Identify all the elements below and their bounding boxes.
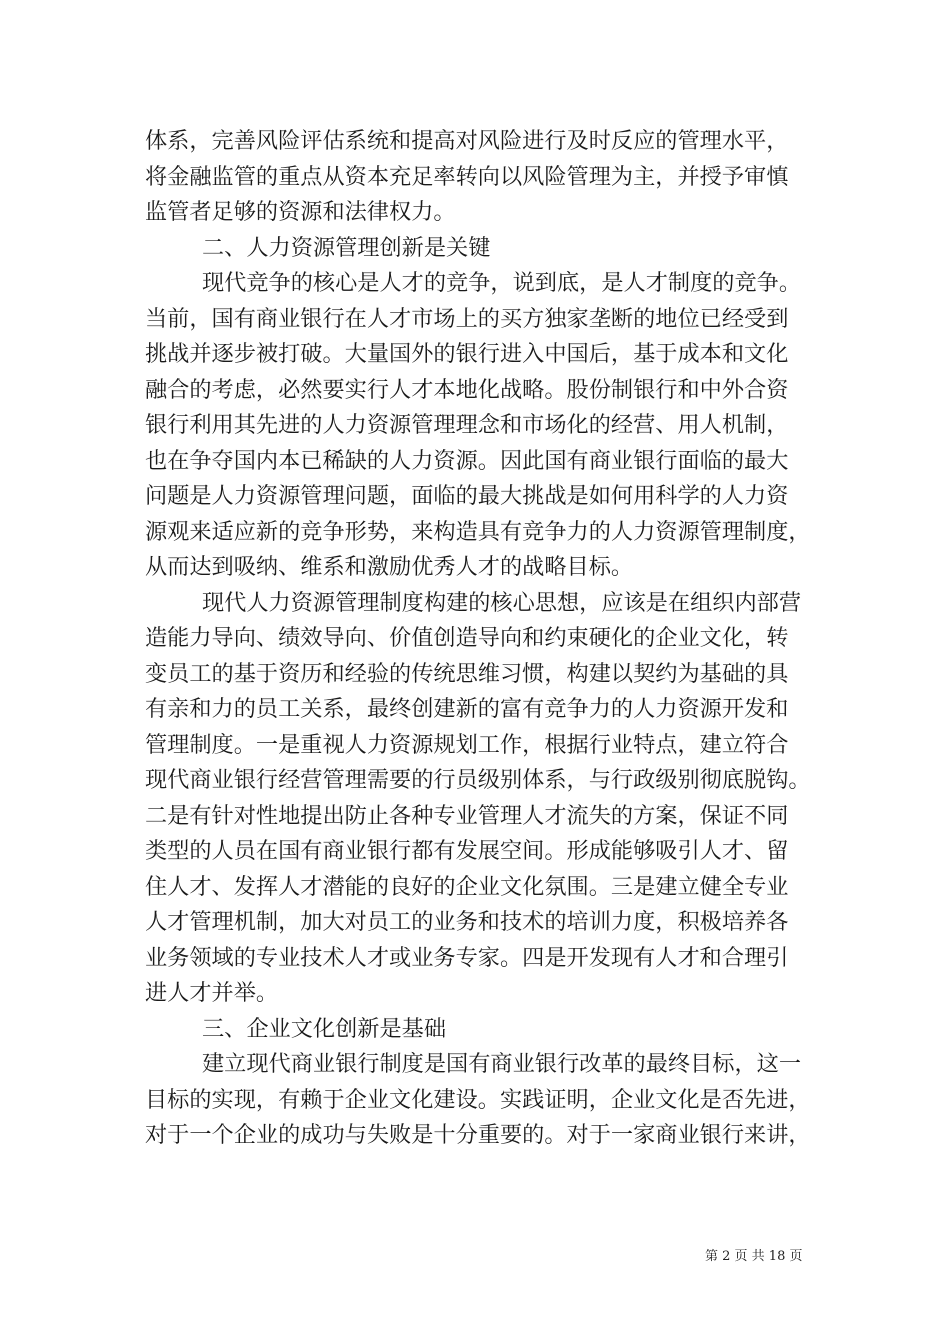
text-line: 银行利用其先进的人力资源管理理念和市场化的经营、用人机制， [145, 412, 789, 438]
text-line: 融合的考虑，必然要实行人才本地化战略。股份制银行和中外合资 [145, 376, 789, 403]
text-line: 体系，完善风险评估系统和提高对风险进行及时反应的管理水平， [145, 128, 789, 154]
text-line: 问题是人力资源管理问题，面临的最大挑战是如何用科学的人力资 [145, 483, 789, 509]
text-line: 对于一个企业的成功与失败是十分重要的。对于一家商业银行来讲， [145, 1122, 811, 1148]
text-line: 二是有针对性地提出防止各种专业管理人才流失的方案，保证不同 [145, 802, 789, 829]
text-line: 从而达到吸纳、维系和激励优秀人才的战略目标。 [145, 554, 634, 580]
text-line: 目标的实现，有赖于企业文化建设。实践证明，企业文化是否先进， [145, 1086, 811, 1113]
text-line: 现代竞争的核心是人才的竞争，说到底，是人才制度的竞争。 [202, 270, 802, 296]
text-line: 人才管理机制，加大对员工的业务和技术的培训力度，积极培养各 [145, 909, 789, 935]
text-line: 源观来适应新的竞争形势，来构造具有竞争力的人力资源管理制度， [145, 518, 811, 545]
text-line: 当前，国有商业银行在人才市场上的买方独家垄断的地位已经受到 [145, 305, 789, 332]
text-line: 有亲和力的员工关系，最终创建新的富有竞争力的人力资源开发和 [145, 696, 789, 722]
text-line: 也在争夺国内本已稀缺的人力资源。因此国有商业银行面临的最大 [145, 447, 789, 474]
text-line: 进人才并举。 [145, 980, 279, 1006]
text-line: 监管者足够的资源和法律权力。 [145, 199, 456, 225]
text-line: 管理制度。一是重视人力资源规划工作，根据行业特点，建立符合 [145, 731, 789, 758]
text-line: 变员工的基于资历和经验的传统思维习惯，构建以契约为基础的具 [145, 660, 789, 687]
text-line: 现代人力资源管理制度构建的核心思想，应该是在组织内部营 [202, 589, 802, 616]
text-line: 业务领域的专业技术人才或业务专家。四是开发现有人才和合理引 [145, 944, 789, 971]
text-line: 挑战并逐步被打破。大量国外的银行进入中国后，基于成本和文化 [145, 341, 789, 367]
text-line: 类型的人员在国有商业银行都有发展空间。形成能够吸引人才、留 [145, 838, 789, 864]
text-line: 建立现代商业银行制度是国有商业银行改革的最终目标，这一 [202, 1051, 802, 1077]
page-number-footer: 第 2 页 共 18 页 [705, 1249, 803, 1264]
text-line: 现代商业银行经营管理需要的行员级别体系，与行政级别彻底脱钩。 [145, 767, 811, 793]
section-heading-3: 三、企业文化创新是基础 [202, 1015, 447, 1042]
text-line: 住人才、发挥人才潜能的良好的企业文化氛围。三是建立健全专业 [145, 873, 789, 900]
text-line: 将金融监管的重点从资本充足率转向以风险管理为主，并授予审慎 [145, 163, 789, 190]
text-line: 造能力导向、绩效导向、价值创造导向和约束硬化的企业文化，转 [145, 625, 789, 651]
section-heading-2: 二、人力资源管理创新是关键 [202, 234, 491, 261]
